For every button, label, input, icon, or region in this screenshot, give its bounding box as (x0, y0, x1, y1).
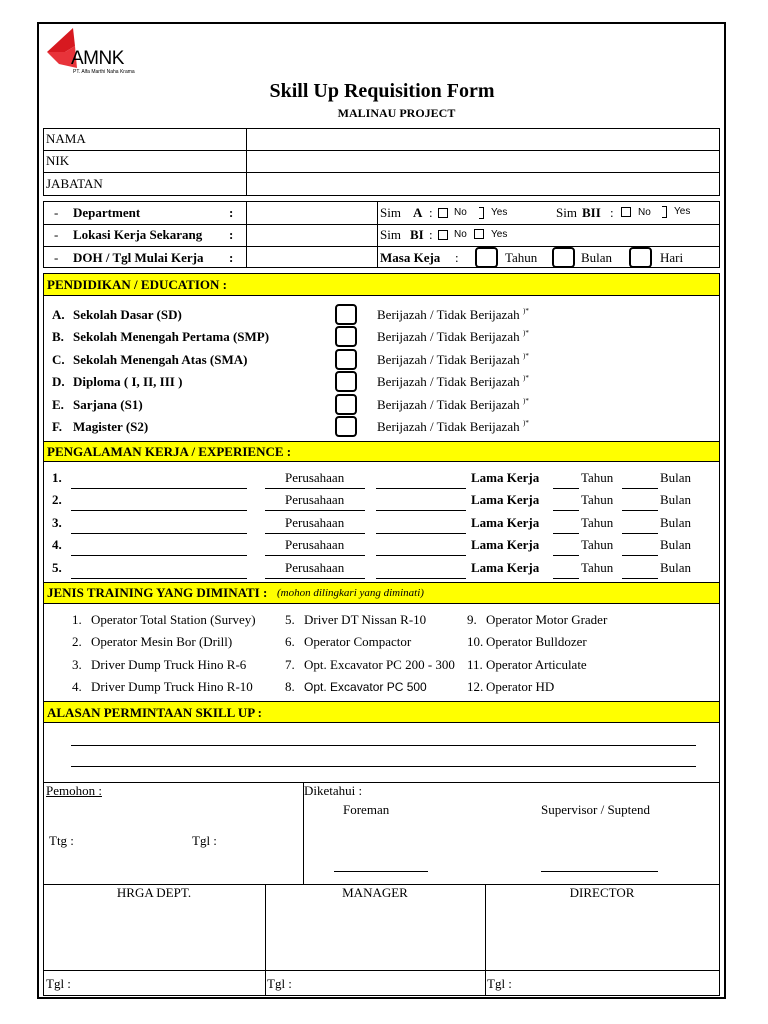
experience-row-number: 4. (52, 537, 62, 553)
education-label: Sekolah Menengah Pertama (SMP) (73, 329, 270, 345)
tahun-label: Tahun (581, 514, 614, 530)
experience-row-number: 5. (52, 559, 62, 575)
reason-line-1[interactable] (71, 745, 696, 746)
bulan-label: Bulan (660, 537, 692, 553)
masa-keja-label: Masa Keja (380, 250, 441, 265)
company-line[interactable] (376, 488, 466, 489)
company-line[interactable] (376, 578, 466, 579)
hari-label: Hari (660, 250, 684, 265)
training-number: 2. (72, 634, 82, 650)
training-number: 11. (467, 656, 483, 672)
training-option[interactable]: Operator Compactor (304, 634, 412, 650)
training-number: 3. (72, 656, 82, 672)
experience-row-number: 1. (52, 470, 62, 485)
lama-kerja-label: Lama Kerja (471, 537, 540, 553)
colon: : (229, 227, 234, 242)
bulan-label: Bulan (660, 492, 692, 508)
reason-line-2[interactable] (71, 766, 696, 767)
training-option[interactable]: Opt. Excavator PC 500 (304, 679, 427, 694)
training-number: 4. (72, 678, 82, 694)
department-label: Department (73, 205, 141, 220)
signature-block (43, 782, 720, 885)
certificate-mark: )* (523, 307, 529, 315)
foreman-signature-line[interactable] (334, 871, 428, 872)
supervisor-signature-line[interactable] (541, 871, 658, 872)
tahun-label: Tahun (581, 470, 614, 485)
certificate-label: Berijazah / Tidak Berijazah (377, 396, 520, 412)
form-subtitle: MALINAU PROJECT (337, 106, 456, 120)
tahun-label: Tahun (581, 537, 614, 553)
reason-header: ALASAN PERMINTAAN SKILL UP : (43, 701, 720, 723)
education-letter: E. (52, 396, 64, 412)
perusahaan-label: Perusahaan (285, 537, 345, 553)
sim-bi-no-checkbox[interactable] (438, 230, 448, 240)
certificate-label: Berijazah / Tidak Berijazah (377, 419, 520, 434)
training-option[interactable]: Operator HD (486, 678, 555, 694)
sim-bii-label: BII (582, 205, 601, 220)
education-checkbox[interactable] (335, 416, 357, 437)
certificate-label: Berijazah / Tidak Berijazah (377, 307, 520, 322)
months-line[interactable] (622, 488, 658, 489)
education-label: Magister (S2) (73, 419, 149, 434)
perusahaan-label: Perusahaan (285, 470, 345, 485)
director-label: DIRECTOR (569, 885, 635, 900)
years-line[interactable] (553, 510, 579, 511)
perusahaan-line[interactable] (265, 555, 365, 556)
sim-a-no-checkbox[interactable] (438, 208, 448, 218)
training-option[interactable]: Opt. Excavator PC 200 - 300 (304, 656, 455, 672)
perusahaan-label: Perusahaan (285, 514, 345, 530)
sim-bi-yes-checkbox[interactable] (474, 229, 484, 239)
sim-bii-no-checkbox[interactable] (621, 207, 631, 217)
training-header: JENIS TRAINING YANG DIMINATI : (mohon dilingkari yang diminati) (43, 582, 720, 604)
no-label: No (638, 207, 651, 218)
education-checkbox[interactable] (335, 371, 357, 392)
doh-field[interactable] (248, 247, 376, 267)
yes-label: Yes (491, 229, 508, 240)
education-checkbox[interactable] (335, 326, 357, 347)
no-label: No (454, 207, 467, 218)
company-line[interactable] (376, 555, 466, 556)
perusahaan-label: Perusahaan (285, 559, 345, 575)
training-number: 10. (467, 634, 484, 650)
certificate-mark: )* (523, 419, 529, 427)
lama-kerja-label: Lama Kerja (471, 514, 540, 530)
hrga-tgl-label: Tgl : (46, 976, 71, 991)
sim-label: Sim (380, 227, 401, 242)
diketahui-label: Diketahui : (304, 783, 363, 798)
colon: : (229, 250, 234, 265)
training-number: 12. (467, 678, 484, 694)
years-line[interactable] (553, 555, 579, 556)
colon: : (610, 205, 614, 220)
education-checkbox[interactable] (335, 394, 357, 415)
bulan-label: Bulan (660, 559, 692, 575)
months-line[interactable] (622, 555, 658, 556)
education-header: PENDIDIKAN / EDUCATION : (43, 273, 720, 296)
position-line[interactable] (71, 488, 247, 489)
training-option[interactable]: Operator Motor Grader (486, 612, 608, 627)
months-line[interactable] (622, 578, 658, 579)
department-field[interactable] (248, 202, 376, 223)
training-note: (mohon dilingkari yang diminati) (277, 587, 424, 599)
yes-label: Yes (491, 207, 508, 218)
education-label: Sekolah Menengah Atas (SMA) (73, 351, 248, 367)
education-label: Sarjana (S1) (73, 396, 143, 412)
perusahaan-line[interactable] (265, 578, 365, 579)
years-line[interactable] (553, 488, 579, 489)
tahun-label: Tahun (581, 492, 614, 508)
training-option[interactable]: Driver Dump Truck Hino R-6 (91, 656, 247, 672)
tahun-box[interactable] (475, 247, 498, 268)
education-letter: C. (52, 351, 65, 367)
nama-label: NAMA (46, 131, 86, 146)
company-line[interactable] (376, 510, 466, 511)
certificate-mark: )* (523, 374, 529, 383)
years-line[interactable] (553, 533, 579, 534)
position-line[interactable] (71, 533, 247, 534)
sim-bi-label: BI (410, 227, 424, 242)
certificate-mark: )* (523, 351, 529, 360)
bulan-label: Bulan (660, 470, 692, 485)
training-option[interactable]: Operator Articulate (486, 656, 587, 672)
colon: : (455, 250, 459, 265)
lama-kerja-label: Lama Kerja (471, 559, 540, 575)
logo-tagline: PT. Alfa Marthi Naha Krama (73, 69, 135, 75)
position-line[interactable] (71, 555, 247, 556)
lama-kerja-label: Lama Kerja (471, 492, 540, 508)
certificate-label: Berijazah / Tidak Berijazah (377, 351, 520, 367)
training-option[interactable]: Operator Bulldozer (486, 634, 587, 650)
position-line[interactable] (71, 510, 247, 511)
company-line[interactable] (376, 533, 466, 534)
perusahaan-label: Perusahaan (285, 492, 345, 508)
bulan-label: Bulan (660, 514, 692, 530)
nik-field[interactable] (248, 151, 718, 171)
training-number: 9. (467, 612, 477, 627)
colon: : (429, 227, 433, 242)
education-letter: B. (52, 329, 64, 345)
colon: : (229, 205, 234, 220)
colon: : (429, 205, 433, 220)
supervisor-label: Supervisor / Suptend (541, 802, 651, 817)
bracket-icon (479, 207, 484, 219)
tgl-label: Tgl : (192, 833, 217, 848)
tahun-label: Tahun (505, 250, 538, 265)
training-number: 8. (285, 678, 295, 694)
bulan-label: Bulan (581, 250, 613, 265)
education-label: Sekolah Dasar (SD) (73, 307, 182, 322)
jabatan-label: JABATAN (46, 176, 103, 191)
education-letter: A. (52, 307, 65, 322)
dash: - (54, 227, 59, 242)
perusahaan-line[interactable] (265, 510, 365, 511)
no-label: No (454, 229, 467, 240)
manager-tgl-label: Tgl : (267, 976, 292, 991)
certificate-mark: )* (523, 396, 529, 405)
training-number: 1. (72, 612, 82, 627)
education-letter: D. (52, 374, 65, 390)
lama-kerja-label: Lama Kerja (471, 470, 540, 485)
perusahaan-line[interactable] (265, 488, 365, 489)
education-label: Diploma ( I, II, III ) (73, 374, 183, 390)
sim-a-label: A (413, 205, 423, 220)
months-line[interactable] (622, 510, 658, 511)
pemohon-label: Pemohon : (46, 783, 102, 798)
years-line[interactable] (553, 578, 579, 579)
nik-label: NIK (46, 153, 70, 168)
experience-header: PENGALAMAN KERJA / EXPERIENCE : (43, 441, 720, 462)
tahun-label: Tahun (581, 559, 614, 575)
yes-label: Yes (674, 206, 691, 217)
dash: - (54, 250, 59, 265)
bracket-icon (662, 206, 667, 218)
form-title: Skill Up Requisition Form (269, 80, 495, 102)
perusahaan-line[interactable] (265, 533, 365, 534)
certificate-mark: )* (523, 329, 529, 338)
education-checkbox[interactable] (335, 304, 357, 325)
bulan-box[interactable] (552, 247, 575, 268)
training-number: 6. (285, 634, 295, 650)
experience-row-number: 3. (52, 514, 62, 530)
training-option[interactable]: Operator Total Station (Survey) (91, 612, 256, 627)
certificate-label: Berijazah / Tidak Berijazah (377, 329, 520, 345)
training-number: 7. (285, 656, 295, 672)
experience-row-number: 2. (52, 492, 62, 508)
foreman-label: Foreman (343, 802, 390, 817)
jabatan-field[interactable] (248, 173, 718, 195)
training-option[interactable]: Driver DT Nissan R-10 (304, 612, 427, 627)
hrga-label: HRGA DEPT. (116, 885, 192, 900)
dash: - (54, 205, 59, 220)
lokasi-label: Lokasi Kerja Sekarang (73, 227, 203, 242)
months-line[interactable] (622, 533, 658, 534)
position-line[interactable] (71, 578, 247, 579)
education-checkbox[interactable] (335, 349, 357, 370)
ttg-label: Ttg : (49, 833, 74, 848)
nama-field[interactable] (248, 129, 718, 149)
director-tgl-label: Tgl : (487, 976, 512, 991)
logo-brand: AMNK (71, 48, 124, 69)
training-number: 5. (285, 612, 295, 627)
company-logo (45, 28, 155, 78)
sim-label: Sim (556, 205, 577, 220)
certificate-label: Berijazah / Tidak Berijazah (377, 374, 520, 390)
manager-label: MANAGER (342, 885, 408, 900)
doh-label: DOH / Tgl Mulai Kerja (73, 250, 204, 265)
education-letter: F. (52, 419, 62, 434)
sim-label: Sim (380, 205, 401, 220)
training-option[interactable]: Driver Dump Truck Hino R-10 (91, 678, 253, 694)
lokasi-field[interactable] (248, 225, 376, 245)
hari-box[interactable] (629, 247, 652, 268)
training-option[interactable]: Operator Mesin Bor (Drill) (91, 634, 233, 650)
